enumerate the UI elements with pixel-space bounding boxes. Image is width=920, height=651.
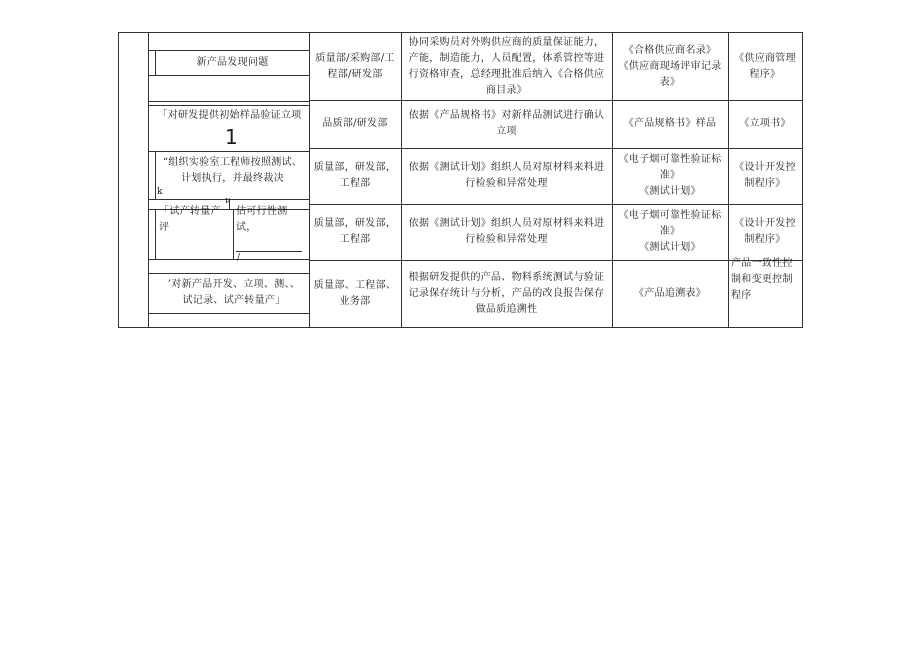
flow-divider bbox=[148, 105, 309, 106]
dept-cell: 质量部，研发部，工程部 bbox=[313, 162, 397, 189]
record-cell: 《合格供应商名录》 《供应商现场评审记录表》 bbox=[618, 44, 722, 88]
flow-divider bbox=[148, 151, 309, 152]
desc-cell: 依据《测试计划》组织人员对原材料来料进行检验和异常处理 bbox=[408, 162, 605, 189]
desc-cell: 协同采购员对外购供应商的质量保证能力，产能，制造能力，人员配置，体系管控等进行资格审查，总经理批准后纳入《合格供应商目录》 bbox=[408, 36, 605, 96]
doc-cell: 《立项书》 bbox=[739, 118, 791, 129]
record-cell: 《电子烟可靠性验证标准》 《测试计划》 bbox=[618, 154, 722, 197]
flow-divider bbox=[148, 101, 309, 102]
flow-step-1: 新产品发现问题 bbox=[196, 56, 269, 68]
flow-divider bbox=[148, 313, 309, 314]
flow-step-3: “组织实验室工程师按照测试、计划执行，并最终裁决 bbox=[162, 157, 303, 184]
flow-step-marker: 1 bbox=[225, 125, 238, 149]
flow-step-5: ’对新产品开发、立项、测、、试记录、试产转量产」 bbox=[167, 279, 301, 306]
doc-cell: 《供应商管理程序》 bbox=[734, 52, 796, 80]
doc-cell: 《设计开发控制程序》 bbox=[734, 218, 796, 245]
column-divider bbox=[148, 33, 149, 327]
flow-step-4b: 估可行性测试， bbox=[236, 206, 288, 233]
desc-cell: 依据《测试计划》组织人员对原材料来料进行检验和异常处理 bbox=[408, 218, 605, 245]
flow-step-2: 「对研发提供初始样品验证立项 bbox=[157, 110, 302, 121]
flow-step-mark: k bbox=[157, 187, 163, 197]
record-cell: 《产品追溯表》 bbox=[633, 287, 707, 299]
record-cell: 《产品规格书》样品 bbox=[623, 118, 717, 129]
flow-divider bbox=[148, 259, 309, 260]
flow-step-4a: 「试产转量产评 bbox=[159, 206, 221, 233]
flow-step-mark: / bbox=[237, 253, 241, 263]
record-cell: 《电子烟可靠性验证标准》 《测试计划》 bbox=[618, 210, 722, 253]
process-table bbox=[118, 32, 803, 328]
flow-divider bbox=[148, 273, 309, 274]
desc-cell: 依据《产品规格书》对新样品测试进行确认立项 bbox=[408, 110, 605, 137]
desc-cell: 根据研发提供的产品、物料系统测试与验证记录保存统计与分析，产品的改良报告保存做品质追溯性 bbox=[408, 271, 605, 315]
flow-divider bbox=[148, 75, 309, 76]
dept-cell: 质量部、工程部、业务部 bbox=[313, 279, 397, 307]
dept-cell: 质量部，研发部，工程部 bbox=[313, 218, 397, 245]
doc-cell: 《设计开发控制程序》 bbox=[734, 162, 796, 189]
dept-cell: 品质部/研发部 bbox=[322, 118, 388, 129]
doc-cell: 产品一致性控制和变更控制程序 bbox=[731, 258, 793, 301]
step-underline bbox=[236, 251, 302, 252]
arrow-head: ν bbox=[225, 196, 231, 206]
dept-cell: 质量部/采购部/工程部/研发部 bbox=[315, 52, 395, 80]
